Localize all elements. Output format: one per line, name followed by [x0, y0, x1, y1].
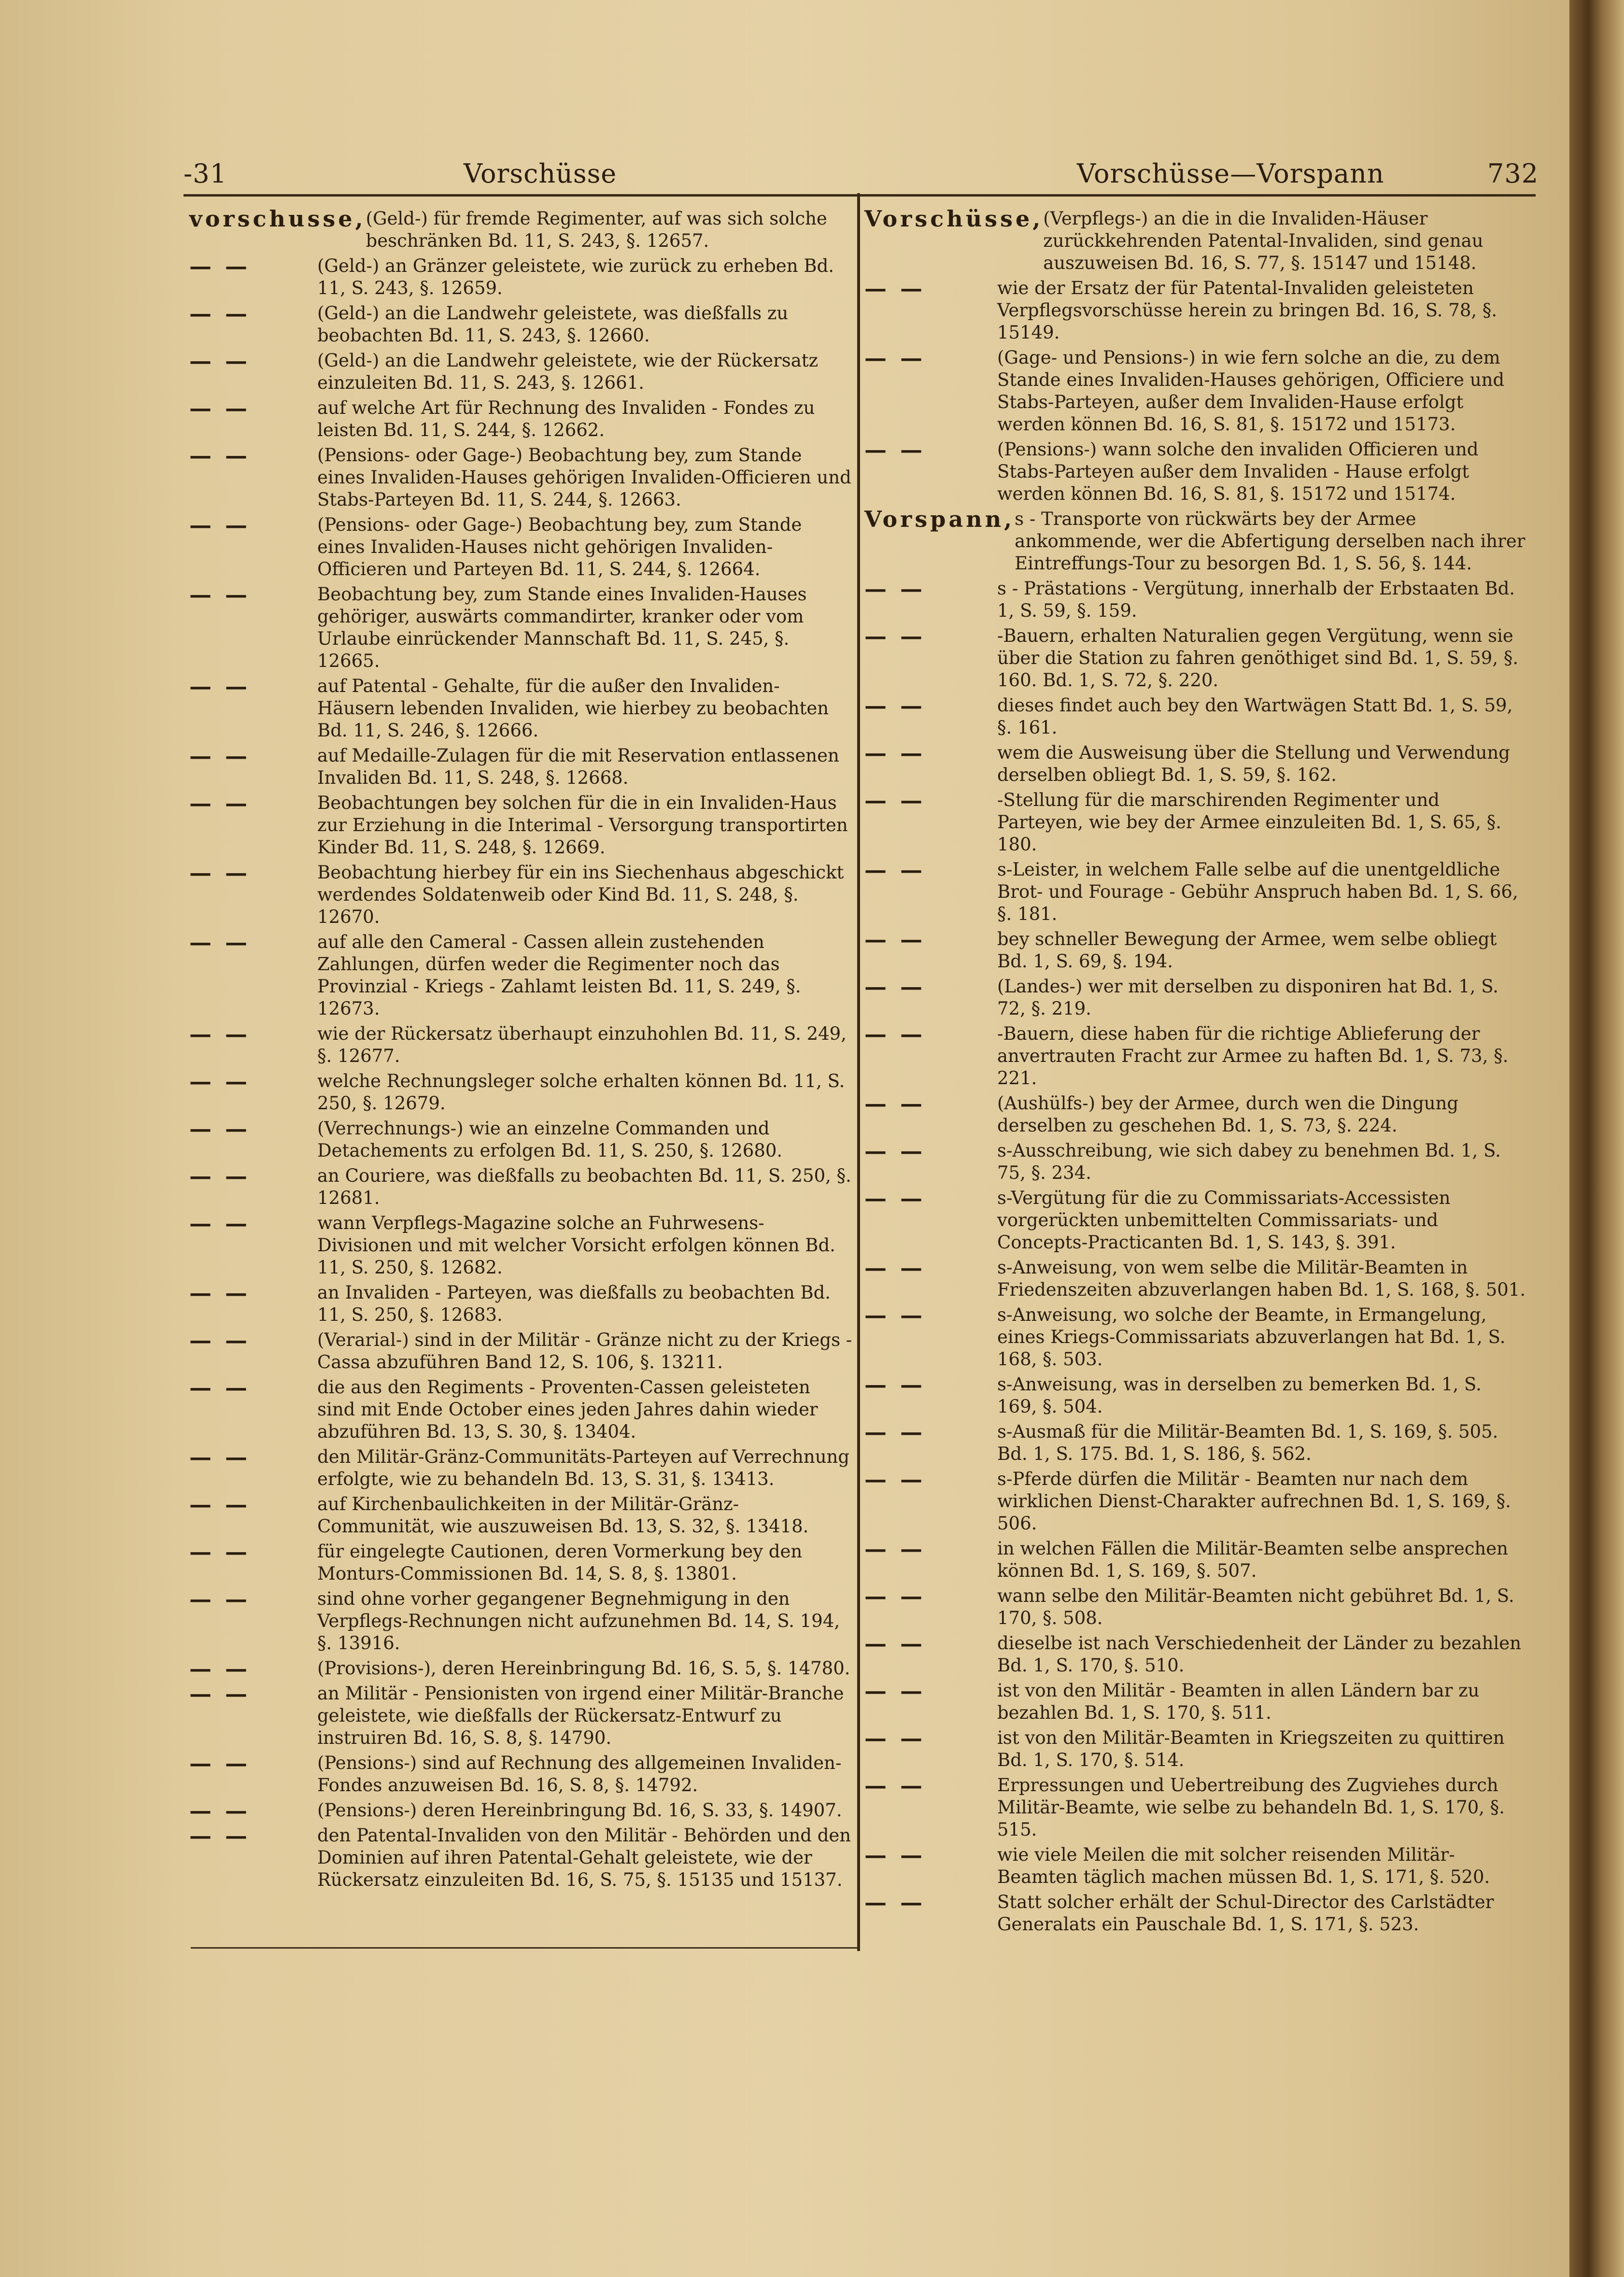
entry-lead: — — [864, 1138, 926, 1164]
entry-text: (Aushülfs-) bey der Armee, durch wen die Dingung derselben zu geschehen Bd. 1, S. 73, §. 224. [997, 1093, 1459, 1136]
entry-lead: — — [189, 1797, 251, 1824]
entry-lead: — — [189, 1163, 251, 1189]
index-entry [864, 694, 1526, 739]
index-entry [189, 1683, 853, 1749]
entry-lead: — — [189, 1823, 251, 1849]
entry-lead: — — [189, 743, 251, 769]
right-index-column [864, 208, 1526, 1938]
entry-lead: — — [864, 437, 926, 463]
entry-text: (Landes-) wer mit derselben zu disponiren hat Bd. 1, S. 72, §. 219. [997, 976, 1499, 1019]
entry-lead: — — [189, 1327, 251, 1353]
entry-text: s-Vergütung für die zu Commissariats-Accessisten vorgerückten unbemittelten Commissariats- und Concepts-Practicanten Bd. 1, S. 143, §. 391. [997, 1188, 1451, 1253]
entry-lead: — — [864, 1678, 926, 1704]
entry-text: den Militär-Gränz-Communitäts-Parteyen auf Verrechnung erfolgte, wie zu behandeln Bd. 13, S. 31, §. 13413. [317, 1446, 850, 1489]
entry-lead: — — [189, 1374, 251, 1400]
entry-lead: — — [189, 442, 251, 468]
entry-lead: — — [864, 1419, 926, 1445]
entry-text: s-Pferde dürfen die Militär - Beamten nur nach dem wirklichen Dienst-Charakter aufrechnen Bd. 1, S. 169, §. 506. [997, 1469, 1511, 1534]
entry-text: (Pensions-) sind auf Rechnung des allgemeinen Invaliden-Fondes anzuweisen Bd. 16, S. 8, §. 14792. [317, 1753, 842, 1796]
entry-text: an Invaliden - Parteyen, was dießfalls zu beobachten Bd. 11, S. 250, §. 12683. [317, 1282, 831, 1325]
index-entry [189, 444, 853, 511]
entry-text: (Pensions- oder Gage-) Beobachtung bey, zum Stande eines Invaliden-Hauses gehörigen Invaliden-Officieren und Stabs-Parteyen Bd. 11, S. 244, §. 12663. [317, 445, 851, 510]
index-entry [864, 208, 1526, 274]
entry-text: wie der Ersatz der für Patental-Invaliden geleisteten Verpflegsvorschüsse herein zu bringen Bd. 16, S. 78, §. 15149. [997, 278, 1497, 343]
entry-lead: — — [864, 787, 926, 813]
entry-lead: Vorspann, [864, 506, 1015, 532]
entry-lead: — — [189, 1655, 251, 1682]
index-entry [864, 742, 1526, 786]
index-entry [864, 1774, 1526, 1841]
entry-text: ist von den Militär - Beamten in allen Ländern bar zu bezahlen Bd. 1, S. 170, §. 511. [997, 1680, 1480, 1723]
entry-text: Beobachtungen bey solchen für die in ein Invaliden-Haus zur Erziehung in die Interimal - Versorgung transportirten Kinder Bd. 11, S. 248, §. 12669. [317, 792, 848, 858]
entry-lead: — — [864, 1889, 926, 1915]
entry-text: wie der Rückersatz überhaupt einzuhohlen Bd. 11, S. 249, §. 12677. [317, 1023, 847, 1066]
index-entry [864, 1421, 1526, 1465]
entry-text: (Geld-) an die Landwehr geleistete, wie der Rückersatz einzuleiten Bd. 11, S. 243, §. 12661. [317, 350, 819, 393]
index-entry [189, 350, 853, 394]
page-header [0, 155, 1569, 193]
entry-lead: — — [864, 740, 926, 766]
entry-text: (Geld-) an die Landwehr geleistete, was dießfalls zu beobachten Bd. 11, S. 243, §. 12660. [317, 303, 789, 346]
column-end-rule [191, 1947, 857, 1949]
entry-lead: — — [864, 576, 926, 602]
index-entry [189, 583, 853, 672]
index-entry [864, 859, 1526, 925]
entry-lead: — — [864, 623, 926, 649]
entry-lead: — — [864, 693, 926, 719]
entry-lead: — — [864, 1185, 926, 1211]
index-entry [189, 514, 853, 580]
entry-lead: — — [189, 512, 251, 538]
entry-text: an Militär - Pensionisten von irgend einer Militär-Branche geleistete, wie dießfalls der Rückersatz-Entwurf zu instruiren Bd. 16, S. 8, §. 14790. [317, 1683, 844, 1748]
entry-lead: — — [189, 1539, 251, 1565]
entry-lead: — — [864, 1536, 926, 1562]
entry-text: (Geld-) an Gränzer geleistete, wie zurück zu erheben Bd. 11, S. 243, §. 12659. [317, 255, 834, 298]
index-entry [864, 789, 1526, 856]
page-number-right: 732 [1487, 158, 1539, 189]
index-entry [864, 508, 1526, 575]
entry-text: wann selbe den Militär-Beamten nicht gebühret Bd. 1, S. 170, §. 508. [997, 1585, 1514, 1628]
entry-text: Beobachtung bey, zum Stande eines Invaliden-Hauses gehöriger, auswärts commandirter, kranker oder vom Urlaube einrückender Mannschaft Bd. 11, S. 245, §. 12665. [317, 584, 807, 671]
index-entry [189, 255, 853, 299]
entry-text: s-Leister, in welchem Falle selbe auf die unentgeldliche Brot- und Fourage - Gebühr Anspruch haben Bd. 1, S. 66, §. 181. [997, 859, 1518, 924]
entry-text: auf Patental - Gehalte, für die außer den Invaliden-Häusern lebenden Invaliden, wie hierbey zu beobachten Bd. 11, S. 246, §. 12666. [317, 676, 829, 741]
index-entry [189, 1376, 853, 1443]
index-entry [864, 625, 1526, 692]
entry-text: s - Prästations - Vergütung, innerhalb der Erbstaaten Bd. 1, S. 59, §. 159. [997, 578, 1515, 621]
entry-text: wann Verpflegs-Magazine solche an Fuhrwesens-Divisionen und mit welcher Vorsicht erfolgen können Bd. 11, S. 250, §. 12682. [317, 1213, 835, 1278]
entry-text: (Geld-) für fremde Regimenter, auf was sich solche beschränken Bd. 11, S. 243, §. 12657. [366, 208, 827, 251]
index-entry [189, 208, 853, 252]
entry-lead: — — [864, 1725, 926, 1751]
index-entry [864, 1092, 1526, 1137]
entry-lead: — — [189, 1444, 251, 1470]
index-entry [189, 1117, 853, 1162]
entry-text: (Verarial-) sind in der Militär - Gränze nicht zu der Kriegs - Cassa abzuführen Band 12, S. 106, §. 13211. [317, 1329, 852, 1372]
entry-text: Erpressungen und Uebertreibung des Zugviehes durch Militär-Beamte, wie selbe zu behandeln Bd. 1, S. 170, §. 515. [997, 1775, 1505, 1840]
entry-text: (Pensions- oder Gage-) Beobachtung bey, zum Stande eines Invaliden-Hauses nicht gehörigen Invaliden-Officieren und Parteyen Bd. 11, S. 244, §. 12664. [317, 514, 802, 580]
index-entry [189, 931, 853, 1020]
index-entry [864, 1538, 1526, 1582]
index-entry [189, 1752, 853, 1796]
entry-lead: — — [864, 1583, 926, 1609]
index-entry [864, 1468, 1526, 1535]
index-entry [189, 675, 853, 742]
entry-text: wem die Ausweisung über die Stellung und Verwendung derselben obliegt Bd. 1, S. 59, §. 162. [997, 742, 1510, 785]
index-entry [864, 277, 1526, 344]
book-gutter [1569, 0, 1624, 2277]
entry-text: auf Kirchenbaulichkeiten in der Militär-Gränz-Communität, wie auszuweisen Bd. 13, S. 32, §. 13418. [317, 1494, 809, 1537]
entry-lead: — — [189, 395, 251, 421]
page-number-left: -31 [184, 158, 227, 189]
entry-text: Beobachtung hierbey für ein ins Siechenhaus abgeschickt werdendes Soldatenweib oder Kind Bd. 11, S. 248, §. 12670. [317, 862, 844, 927]
entry-lead: — — [864, 1090, 926, 1117]
index-entry [864, 347, 1526, 436]
entry-text: dieses findet auch bey den Wartwägen Statt Bd. 1, S. 59, §. 161. [997, 695, 1513, 738]
entry-text: (Pensions-) wann solche den invaliden Officieren und Stabs-Parteyen außer dem Invaliden - Hause erfolgt werden können Bd. 16, S. 81, §. 15172 und 15174. [997, 439, 1479, 504]
entry-lead: — — [189, 673, 251, 699]
entry-text: s-Anweisung, was in derselben zu bemerken Bd. 1, S. 169, §. 504. [997, 1374, 1482, 1417]
entry-lead: — — [189, 860, 251, 886]
index-entry [864, 1891, 1526, 1936]
entry-lead: — — [864, 1630, 926, 1656]
index-entry [864, 1140, 1526, 1184]
entry-text: s - Transporte von rückwärts bey der Armee ankommende, wer die Abfertigung derselben nach ihrer Eintreffungs-Tour zu besorgen Bd. 1, S. 56, §. 144. [1015, 509, 1525, 574]
entry-lead: — — [189, 1116, 251, 1142]
running-title-right: Vorschüsse—Vorspann [1077, 158, 1384, 189]
index-entry [864, 1844, 1526, 1888]
entry-text: Statt solcher erhält der Schul-Director des Carlstädter Generalats ein Pauschale Bd. 1, S. 171, §. 523. [997, 1892, 1494, 1935]
index-entry [189, 397, 853, 441]
entry-lead: — — [864, 974, 926, 1000]
index-entry [864, 1585, 1526, 1629]
running-title-left: Vorschüsse [464, 158, 617, 189]
index-entry [864, 1727, 1526, 1771]
entry-lead: — — [189, 1210, 251, 1236]
index-entry [189, 1541, 853, 1585]
entry-text: s-Anweisung, wo solche der Beamte, in Ermangelung, eines Kriegs-Commissariats abzuverlangen hat Bd. 1, S. 168, §. 503. [997, 1304, 1506, 1370]
index-entry [864, 1257, 1526, 1301]
entry-lead: — — [864, 1842, 926, 1868]
entry-text: welche Rechnungsleger solche erhalten können Bd. 11, S. 250, §. 12679. [317, 1071, 845, 1114]
entry-text: -Stellung für die marschirenden Regimenter und Parteyen, wie bey der Armee einzuleiten Bd. 1, S. 65, §. 180. [997, 790, 1502, 855]
entry-lead: — — [864, 275, 926, 301]
entry-lead: — — [189, 1681, 251, 1707]
entry-lead: — — [189, 1021, 251, 1047]
entry-lead: vorschusse, [189, 206, 366, 232]
entry-lead: — — [189, 300, 251, 326]
index-entry [189, 1493, 853, 1538]
entry-lead: — — [864, 1021, 926, 1047]
left-index-column [189, 208, 853, 1894]
entry-lead: — — [189, 929, 251, 955]
index-entry [864, 1187, 1526, 1254]
entry-text: in welchen Fällen die Militär-Beamten selbe ansprechen können Bd. 1, S. 169, §. 507. [997, 1538, 1508, 1581]
entry-text: (Verpflegs-) an die in die Invaliden-Häuser zurückkehrenden Patental-Invaliden, sind genau auszuweisen Bd. 16, S. 77, §. 15147 und 15148. [1043, 208, 1483, 273]
index-entry [189, 1282, 853, 1326]
entry-lead: — — [189, 581, 251, 608]
index-entry [189, 1070, 853, 1115]
column-divider [857, 193, 860, 1951]
index-entry [864, 1680, 1526, 1724]
index-entry [189, 1023, 853, 1067]
entry-lead: Vorschüsse, [864, 206, 1044, 232]
index-entry [864, 1304, 1526, 1371]
entry-lead: — — [189, 1491, 251, 1517]
entry-text: ist von den Militär-Beamten in Kriegszeiten zu quittiren Bd. 1, S. 170, §. 514. [997, 1727, 1505, 1770]
entry-text: die aus den Regiments - Proventen-Cassen geleisteten sind mit Ende October eines jeden Jahres dahin wieder abzuführen Bd. 13, S. 30, §. 13404. [317, 1377, 818, 1442]
index-entry [189, 1329, 853, 1373]
index-entry [189, 302, 853, 347]
entry-text: s-Ausschreibung, wie sich dabey zu benehmen Bd. 1, S. 75, §. 234. [997, 1140, 1501, 1183]
index-entry [189, 1799, 853, 1822]
index-entry [189, 862, 853, 928]
entry-lead: — — [189, 348, 251, 374]
entry-text: bey schneller Bewegung der Armee, wem selbe obliegt Bd. 1, S. 69, §. 194. [997, 929, 1497, 972]
entry-lead: — — [189, 1586, 251, 1612]
entry-lead: — — [864, 1466, 926, 1492]
entry-text: auf alle den Cameral - Cassen allein zustehenden Zahlungen, dürfen weder die Regimenter noch das Provinzial - Kriegs - Zahlamt leisten Bd. 11, S. 249, §. 12673. [317, 932, 801, 1019]
index-entry [864, 1632, 1526, 1677]
entry-text: den Patental-Invaliden von den Militär - Behörden und den Dominien auf ihren Patental-Gehalt geleistete, wie der Rückersatz einzuleiten Bd. 16, S. 75, §. 15135 und 15137. [317, 1825, 851, 1890]
index-entry [189, 1588, 853, 1655]
index-entry [864, 976, 1526, 1020]
entry-lead: — — [189, 1068, 251, 1094]
entry-text: s-Ausmaß für die Militär-Beamten Bd. 1, S. 169, §. 505. Bd. 1, S. 175. Bd. 1, S. 186, §. 562. [997, 1421, 1498, 1464]
entry-lead: — — [189, 1750, 251, 1776]
entry-text: s-Anweisung, von wem selbe die Militär-Beamten in Friedenszeiten abzuverlangen haben Bd. 1, S. 168, §. 501. [997, 1257, 1526, 1300]
entry-lead: — — [189, 1280, 251, 1306]
index-entry [189, 745, 853, 789]
index-entry [864, 1023, 1526, 1089]
entry-lead: — — [864, 857, 926, 883]
entry-text: (Verrechnungs-) wie an einzelne Commanden und Detachements zu erfolgen Bd. 11, S. 250, §. 12680. [317, 1118, 783, 1161]
entry-lead: — — [189, 790, 251, 816]
entry-text: -Bauern, erhalten Naturalien gegen Vergütung, wenn sie über die Station zu fahren genöthiget sind Bd. 1, S. 59, §. 160. Bd. 1, S. 72, §. 220. [997, 625, 1519, 691]
entry-lead: — — [189, 253, 251, 279]
index-entry [189, 1165, 853, 1209]
entry-lead: — — [864, 1372, 926, 1398]
entry-lead: — — [864, 1772, 926, 1798]
entry-text: (Provisions-), deren Hereinbringung Bd. 16, S. 5, §. 14780. [317, 1658, 850, 1679]
index-entry [189, 1212, 853, 1279]
entry-text: (Pensions-) deren Hereinbringung Bd. 16, S. 33, §. 14907. [317, 1800, 842, 1821]
entry-lead: — — [864, 926, 926, 952]
entry-text: an Couriere, was dießfalls zu beobachten Bd. 11, S. 250, §. 12681. [317, 1165, 851, 1208]
index-entry [189, 792, 853, 859]
entry-text: (Gage- und Pensions-) in wie fern solche an die, zu dem Stande eines Invaliden-Hauses gehörigen, Officiere und Stabs-Parteyen, außer dem Invaliden-Hause erfolgt werden können Bd. 16, S. 81, §. 15172 und 15173. [997, 347, 1505, 435]
index-entry [189, 1657, 853, 1680]
entry-text: wie viele Meilen die mit solcher reisenden Militär-Beamten täglich machen müssen Bd. 1, S. 171, §. 520. [997, 1844, 1490, 1887]
entry-text: sind ohne vorher gegangener Begnehmigung in den Verpflegs-Rechnungen nicht aufzunehmen Bd. 14, S. 194, §. 13916. [317, 1588, 840, 1654]
index-entry [864, 438, 1526, 505]
index-entry [189, 1446, 853, 1490]
index-entry [864, 578, 1526, 622]
index-entry [189, 1824, 853, 1891]
entry-text: -Bauern, diese haben für die richtige Ablieferung der anvertrauten Fracht zur Armee zu haften Bd. 1, S. 73, §. 221. [997, 1023, 1509, 1089]
entry-lead: — — [864, 345, 926, 371]
entry-lead: — — [864, 1302, 926, 1328]
entry-text: für eingelegte Cautionen, deren Vormerkung bey den Monturs-Commissionen Bd. 14, S. 8, §. 13801. [317, 1541, 803, 1584]
entry-text: auf Medaille-Zulagen für die mit Reservation entlassenen Invaliden Bd. 11, S. 248, §. 12668. [317, 745, 839, 788]
entry-text: dieselbe ist nach Verschiedenheit der Länder zu bezahlen Bd. 1, S. 170, §. 510. [997, 1633, 1522, 1676]
entry-lead: — — [864, 1255, 926, 1281]
entry-text: auf welche Art für Rechnung des Invaliden - Fondes zu leisten Bd. 11, S. 244, §. 12662. [317, 397, 815, 440]
index-entry [864, 1373, 1526, 1418]
index-entry [864, 928, 1526, 973]
